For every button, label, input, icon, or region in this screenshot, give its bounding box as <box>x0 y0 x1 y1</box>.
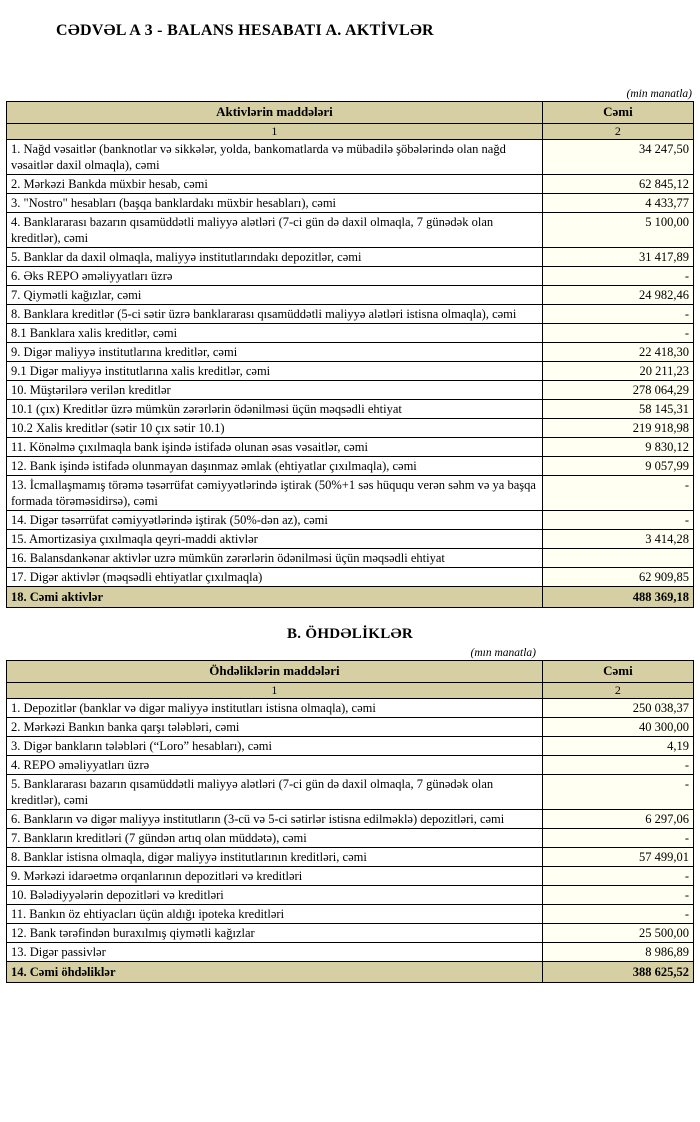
row-item-label: 10. Bələdiyyələrin depozitləri və kreditləri <box>7 885 543 904</box>
table-row <box>7 774 694 809</box>
row-item-value: 25 500,00 <box>542 923 693 942</box>
table-row <box>7 885 694 904</box>
row-item-label: 6. Əks REPO əməliyyatları üzrə <box>7 266 543 285</box>
row-item-value: - <box>542 323 693 342</box>
row-item-label: 3. "Nostro" hesabları (başqa banklardakı müxbir hesabları), cəmi <box>7 193 543 212</box>
row-item-value: - <box>542 904 693 923</box>
row-item-label: 7. Qiymətli kağızlar, cəmi <box>7 285 543 304</box>
assets-total-row <box>7 586 694 607</box>
table-row <box>7 174 694 193</box>
row-item-value: - <box>542 266 693 285</box>
table-row <box>7 755 694 774</box>
assets-header-row <box>7 102 694 124</box>
row-item-value: - <box>542 774 693 809</box>
assets-items-column-header: Aktivlərin maddələri <box>7 102 543 124</box>
table-row <box>7 828 694 847</box>
row-item-label: 4. REPO əməliyyatları üzrə <box>7 755 543 774</box>
row-item-label: 3. Digər bankların tələbləri (“Loro” hesabları), cəmi <box>7 736 543 755</box>
table-row <box>7 904 694 923</box>
row-item-label: 10.1 (çıx) Kreditlər üzrə mümkün zərərlərin ödənilməsi üçün məqsədli ehtiyat <box>7 399 543 418</box>
row-item-value: 4,19 <box>542 736 693 755</box>
row-item-label: 17. Digər aktivlər (məqsədli ehtiyatlar çıxılmaqla) <box>7 567 543 586</box>
table-row <box>7 866 694 885</box>
table-row <box>7 847 694 866</box>
table-row <box>7 437 694 456</box>
row-item-value: 40 300,00 <box>542 717 693 736</box>
table-row <box>7 139 694 174</box>
row-item-label: 1. Nağd vəsaitlər (banknotlar və sikkələr, yolda, bankomatlarda və mübadilə şöbələrində olan nağd vəsaitlər daxil olmaqla), cəmi <box>7 139 543 174</box>
row-item-label: 5. Banklararası bazarın qısamüddətli maliyyə alətləri (7-ci gün də daxil olmaqla, 7 günədək olan kreditlər), cəmi <box>7 774 543 809</box>
row-item-label: 9. Mərkəzi idarəetmə orqanlarının depozitləri və kreditləri <box>7 866 543 885</box>
row-item-label: 6. Bankların və digər maliyyə institutların (3-cü və 5-ci sətirlər istisna edilməklə) depozitləri, cəmi <box>7 809 543 828</box>
assets-total-value: 488 369,18 <box>542 586 693 607</box>
row-item-value: 22 418,30 <box>542 342 693 361</box>
table-row <box>7 529 694 548</box>
row-item-value: 31 417,89 <box>542 247 693 266</box>
row-item-value: 250 038,37 <box>542 698 693 717</box>
row-item-label: 12. Bank tərəfindən buraxılmış qiymətli kağızlar <box>7 923 543 942</box>
table-row <box>7 212 694 247</box>
row-item-label: 15. Amortizasiya çıxılmaqla qeyri-maddi aktivlər <box>7 529 543 548</box>
assets-column-number-1: 1 <box>7 123 543 139</box>
row-item-value: 24 982,46 <box>542 285 693 304</box>
row-item-label: 2. Mərkəzi Bankın banka qarşı tələbləri, cəmi <box>7 717 543 736</box>
row-item-value: 34 247,50 <box>542 139 693 174</box>
liabilities-total-column-header: Cəmi <box>542 660 693 682</box>
table-row <box>7 567 694 586</box>
liabilities-title: B. ÖHDƏLİKLƏR <box>286 625 414 642</box>
row-item-value: 62 909,85 <box>542 567 693 586</box>
liabilities-header-row <box>7 660 694 682</box>
row-item-value: 58 145,31 <box>542 399 693 418</box>
table-row <box>7 717 694 736</box>
row-item-value: 278 064,29 <box>542 380 693 399</box>
table-row <box>7 323 694 342</box>
row-item-label: 7. Bankların kreditləri (7 gündən artıq olan müddətə), cəmi <box>7 828 543 847</box>
table-row <box>7 923 694 942</box>
table-row <box>7 510 694 529</box>
liabilities-column-number-1: 1 <box>7 682 543 698</box>
assets-table <box>6 101 694 608</box>
row-item-label: 8. Banklara kreditlər (5-ci sətir üzrə banklararası qısamüddətli maliyyə alətləri istisna olmaqla), cəmi <box>7 304 543 323</box>
table-row <box>7 380 694 399</box>
row-item-value: 219 918,98 <box>542 418 693 437</box>
table-row <box>7 736 694 755</box>
row-item-value: 20 211,23 <box>542 361 693 380</box>
row-item-label: 9.1 Digər maliyyə institutlarına xalis kreditlər, cəmi <box>7 361 543 380</box>
table-row <box>7 285 694 304</box>
assets-column-number-2: 2 <box>542 123 693 139</box>
assets-column-number-row <box>7 123 694 139</box>
row-item-label: 1. Depozitlər (banklar və digər maliyyə institutları istisna olmaqla), cəmi <box>7 698 543 717</box>
table-row <box>7 247 694 266</box>
row-item-label: 8. Banklar istisna olmaqla, digər maliyyə institutlarının kreditləri, cəmi <box>7 847 543 866</box>
row-item-value: 8 986,89 <box>542 942 693 961</box>
row-item-label: 10. Müştərilərə verilən kreditlər <box>7 380 543 399</box>
liabilities-total-label: 14. Cəmi öhdəliklər <box>7 961 543 982</box>
row-item-label: 11. Könəlmə çıxılmaqla bank işində istifadə olunan əsas vəsaitlər, cəmi <box>7 437 543 456</box>
assets-total-label: 18. Cəmi aktivlər <box>7 586 543 607</box>
row-item-value: 57 499,01 <box>542 847 693 866</box>
table-row <box>7 399 694 418</box>
liabilities-table <box>6 660 694 983</box>
row-item-value: - <box>542 304 693 323</box>
table-row <box>7 361 694 380</box>
liabilities-total-value: 388 625,52 <box>542 961 693 982</box>
row-item-label: 10.2 Xalis kreditlər (sətir 10 çıx sətir 10.1) <box>7 418 543 437</box>
row-item-label: 11. Bankın öz ehtiyacları üçün aldığı ipoteka kreditləri <box>7 904 543 923</box>
row-item-value: - <box>542 510 693 529</box>
row-item-value: 4 433,77 <box>542 193 693 212</box>
row-item-value: - <box>542 828 693 847</box>
row-item-value <box>542 548 693 567</box>
table-row <box>7 418 694 437</box>
row-item-value: 9 830,12 <box>542 437 693 456</box>
liabilities-total-row <box>7 961 694 982</box>
row-item-value: - <box>542 755 693 774</box>
table-row <box>7 193 694 212</box>
row-item-value: - <box>542 885 693 904</box>
table-row <box>7 475 694 510</box>
row-item-value: 6 297,06 <box>542 809 693 828</box>
table-row <box>7 456 694 475</box>
table-row <box>7 942 694 961</box>
liabilities-items-column-header: Öhdəliklərin maddələri <box>7 660 543 682</box>
row-item-value: 3 414,28 <box>542 529 693 548</box>
unit-note-liabilities: (mın manatla) <box>470 646 536 659</box>
row-item-label: 2. Mərkəzi Bankda müxbir hesab, cəmi <box>7 174 543 193</box>
table-row <box>7 548 694 567</box>
row-item-label: 13. İcmallaşmamış törəmə təsərrüfat cəmiyyətlərində iştirak (50%+1 səs hüququ verən səhm və ya başqa formada törəməsidirsə), cəmi <box>7 475 543 510</box>
row-item-value: 5 100,00 <box>542 212 693 247</box>
assets-total-column-header: Cəmi <box>542 102 693 124</box>
liabilities-column-number-row <box>7 682 694 698</box>
table-row <box>7 304 694 323</box>
row-item-value: - <box>542 475 693 510</box>
row-item-value: 62 845,12 <box>542 174 693 193</box>
document-title: CƏDVƏL A 3 - BALANS HESABATI A. AKTİVLƏR <box>56 22 434 39</box>
table-row <box>7 698 694 717</box>
row-item-label: 4. Banklararası bazarın qısamüddətli maliyyə alətləri (7-ci gün də daxil olmaqla, 7 günədək olan kreditlər), cəmi <box>7 212 543 247</box>
table-row <box>7 809 694 828</box>
row-item-label: 14. Digər təsərrüfat cəmiyyətlərində iştirak (50%-dən az), cəmi <box>7 510 543 529</box>
row-item-value: - <box>542 866 693 885</box>
row-item-label: 16. Balansdankənar aktivlər uzrə mümkün zərərlərin ödənilməsi üçün məqsədli ehtiyat <box>7 548 543 567</box>
table-row <box>7 342 694 361</box>
table-row <box>7 266 694 285</box>
liabilities-column-number-2: 2 <box>542 682 693 698</box>
row-item-value: 9 057,99 <box>542 456 693 475</box>
row-item-label: 8.1 Banklara xalis kreditlər, cəmi <box>7 323 543 342</box>
row-item-label: 5. Banklar da daxil olmaqla, maliyyə institutlarındakı depozitlər, cəmi <box>7 247 543 266</box>
row-item-label: 9. Digər maliyyə institutlarına kreditlər, cəmi <box>7 342 543 361</box>
row-item-label: 13. Digər passivlər <box>7 942 543 961</box>
unit-note-assets: (min manatla) <box>626 88 692 100</box>
row-item-label: 12. Bank işində istifadə olunmayan daşınmaz əmlak (ehtiyatlar çıxılmaqla), cəmi <box>7 456 543 475</box>
